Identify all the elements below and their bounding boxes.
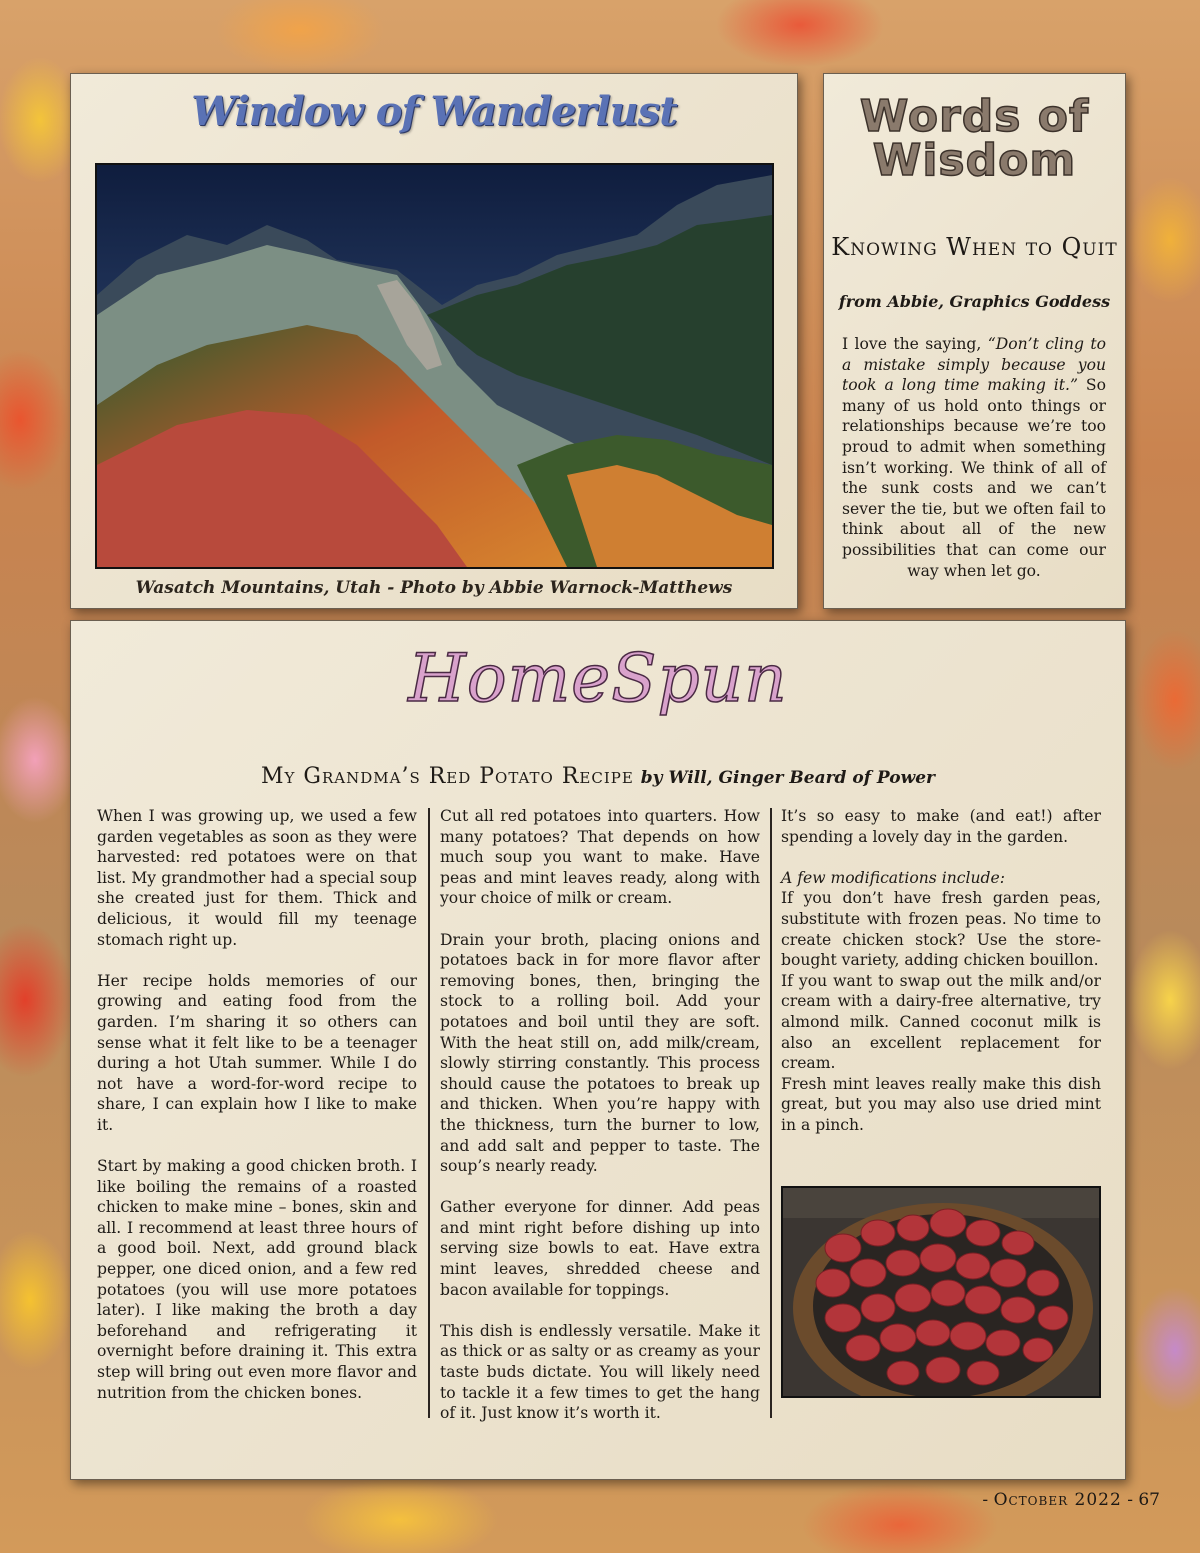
modifications-label: A few modifications include: xyxy=(781,868,1006,887)
wisdom-quote: “Don’t cling to a mistake simply because you took a long time making it.” xyxy=(842,335,1106,395)
mountain-landscape-image xyxy=(97,165,772,567)
wisdom-attribution: from Abbie, Graphics Goddess xyxy=(838,292,1111,311)
article-headline: My Grandma’s Red Potato Recipe xyxy=(260,764,634,789)
article-column-2 xyxy=(440,806,760,1444)
wisdom-title-line1: Words of xyxy=(859,91,1090,142)
column-divider xyxy=(770,808,772,1418)
wisdom-body-rest: So many of us hold onto things or relationships because we’re too proud to admit when something isn’t working. We think of all of the sunk costs and we can’t sever the tie, but we often fail to think about all of the new possibilities that can come our way when let go. xyxy=(842,376,1106,580)
red-potatoes-photo xyxy=(781,1186,1101,1398)
paragraph: Cut all red potatoes into quarters. How many potatoes? That depends on how much soup you want to make. Have peas and mint leaves ready, along with your choice of milk or cream. xyxy=(440,807,760,908)
footer-dash-left: - xyxy=(982,1490,994,1510)
paragraph: Gather everyone for dinner. Add peas and mint right before dishing up into serving size bowls to eat. Have extra mint leaves, shredded cheese and bacon available for toppings. xyxy=(440,1198,760,1299)
mountain-photo xyxy=(95,163,774,569)
homespun-title: HomeSpun xyxy=(408,640,788,717)
paragraph: This dish is endlessly versatile. Make it as thick or as salty or as creamy as your taste buds dictate. You will likely need to tackle it a few times to get the hang of it. Just know it’s worth it. xyxy=(440,1321,760,1423)
potato-basket-image xyxy=(783,1188,1099,1396)
page-footer xyxy=(960,1490,1160,1510)
paragraph: It’s so easy to make (and eat!) after spending a lovely day in the garden. xyxy=(781,807,1101,846)
page-number: - 67 xyxy=(1121,1490,1160,1510)
wanderlust-title: Window of Wanderlust xyxy=(191,88,677,135)
wisdom-title-line2: Wisdom xyxy=(872,135,1077,186)
article-column-1 xyxy=(97,806,417,1424)
paragraph: Start by making a good chicken broth. I like boiling the remains of a roasted chicken to make mine – bones, skin and all. I recommend at least three hours of a good boil. Next, add ground black pepper, one diced onion, and a few red potatoes (you will use more potatoes later). I like making the broth a day beforehand and refrigerating it overnight before draining it. This extra step will bring out even more flavor and nutrition from the chicken bones. xyxy=(97,1157,417,1402)
modification-item: If you want to swap out the milk and/or cream with a dairy-free alternative, try almond milk. Canned coconut milk is also an excellent replacement for cream. xyxy=(781,971,1101,1073)
wisdom-body-intro: I love the saying, xyxy=(842,335,988,353)
paragraph: When I was growing up, we used a few garden vegetables as soon as they were harvested: red potatoes were on that list. My grandmother had a special soup she created just for them. Thick and delicious, it would fill my teenage stomach right up. xyxy=(97,807,417,949)
column-divider xyxy=(428,808,430,1418)
wisdom-body xyxy=(842,334,1106,581)
paragraph: Her recipe holds memories of our growing and eating food from the garden. I’m sharing it so others can sense what it felt like to be a teenager during a hot Utah summer. While I do not have a word-for-word recipe to share, I can explain how I like to make it. xyxy=(97,971,417,1134)
wanderlust-caption: Wasatch Mountains, Utah - Photo by Abbie Warnock-Matthews xyxy=(135,578,733,598)
modification-item: Fresh mint leaves really make this dish great, but you may also use dried mint in a pinch. xyxy=(781,1074,1101,1134)
modification-item: If you don’t have fresh garden peas, substitute with frozen peas. No time to create chicken stock? Use the store-bought variety, adding chicken bouillon. xyxy=(781,889,1101,970)
article-column-3 xyxy=(781,806,1101,1136)
wisdom-subtitle: Knowing When to Quit xyxy=(831,233,1118,261)
article-byline: by Will, Ginger Beard of Power xyxy=(640,768,936,788)
article-heading xyxy=(70,764,1126,789)
wisdom-title xyxy=(823,91,1126,186)
issue-date: October 2022 xyxy=(993,1490,1122,1510)
paragraph: Drain your broth, placing onions and potatoes back in for more flavor after removing bones, then, bringing the stock to a rolling boil. Add your potatoes and boil until they are soft. With the heat still on, add milk/cream, slowly stirring constantly. This process should cause the potatoes to break up and thicken. When you’re happy with the thickness, turn the burner to low, and add salt and pepper to taste. The soup’s nearly ready. xyxy=(440,930,760,1176)
